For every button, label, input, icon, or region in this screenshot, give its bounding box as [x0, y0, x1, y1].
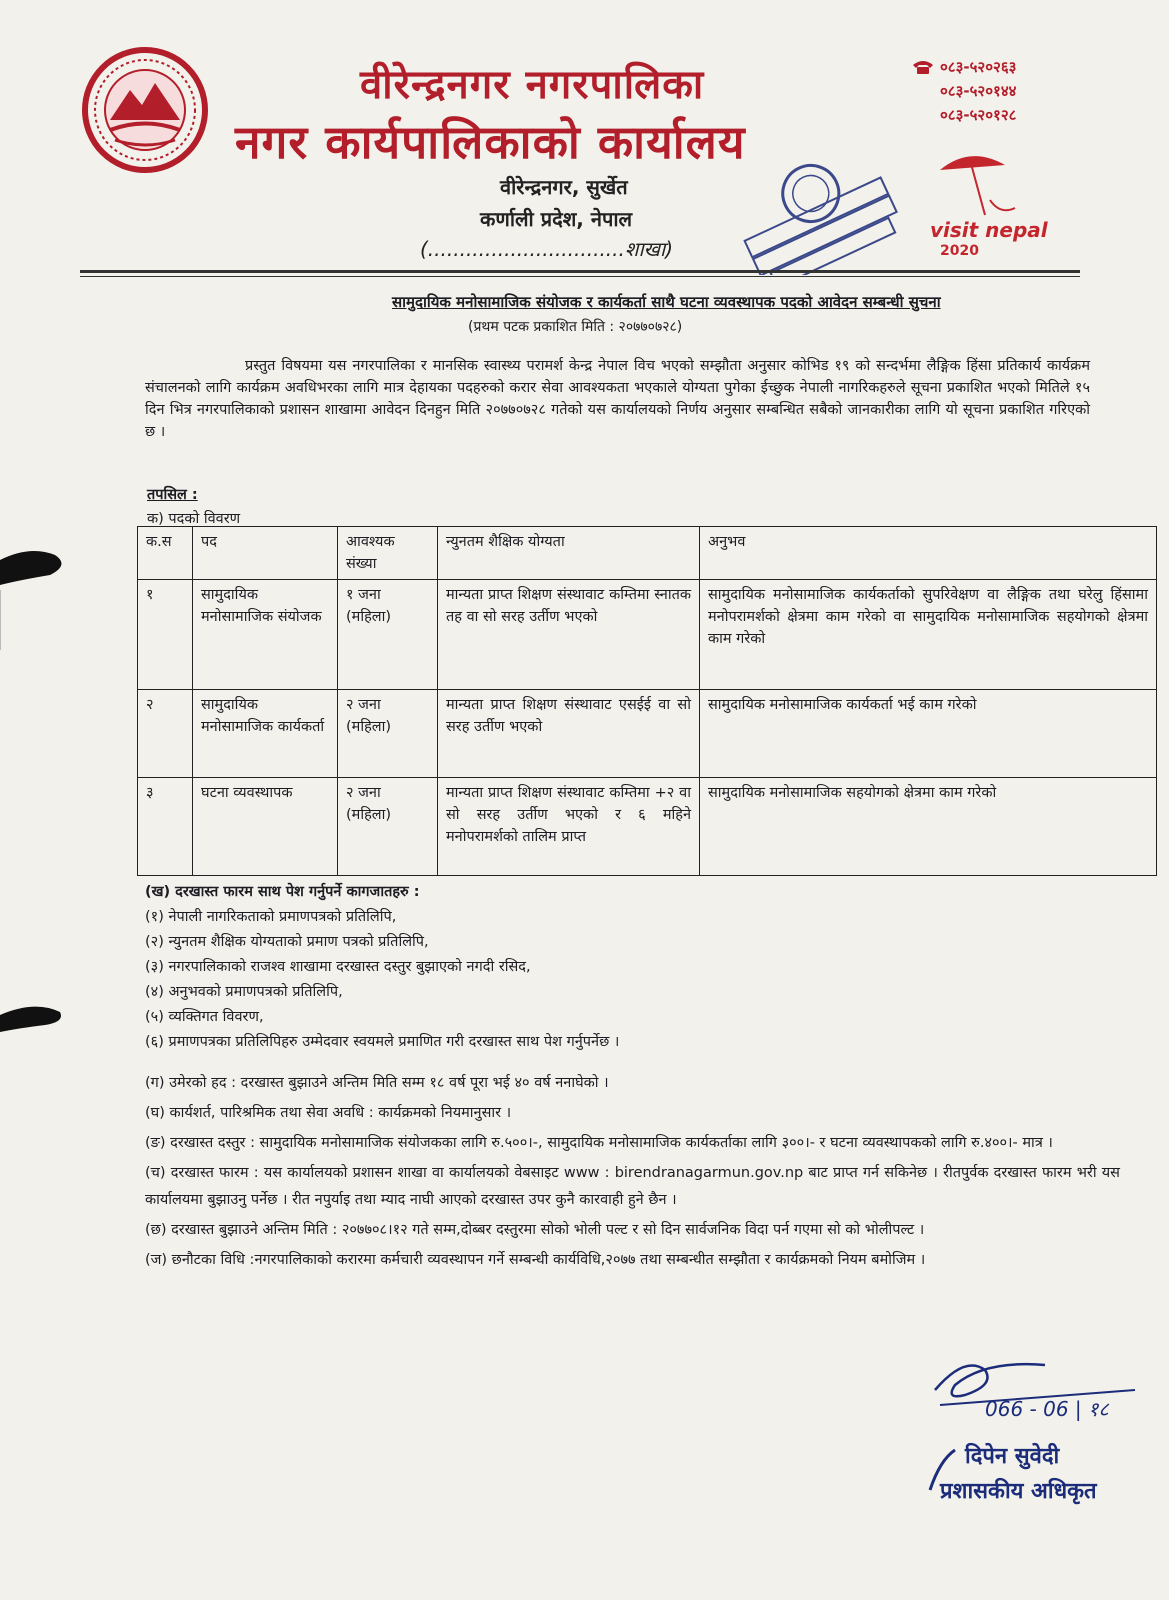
qualification-cell: मान्यता प्राप्त शिक्षण संस्थावाट एसईई वा सो सरह उर्तीण भएको [438, 690, 700, 778]
terms-section [145, 1070, 1120, 1277]
experience-cell: सामुदायिक मनोसामाजिक कार्यकर्ता भई काम गरेको [700, 690, 1157, 778]
office-name: नगर कार्यपालिकाको कार्यालय [235, 115, 746, 169]
documents-heading: (ख) दरखास्त फारम साथ पेश गर्नुपर्ने कागजातहरु : [145, 884, 420, 900]
table-row [138, 778, 1157, 876]
signatory-name: दिपेन सुवेदी [965, 1444, 1060, 1469]
table-row [138, 580, 1157, 690]
column-header: आवश्यक संख्या [338, 527, 438, 580]
post-cell: सामुदायिक मनोसामाजिक कार्यकर्ता [193, 690, 338, 778]
count-cell: १ जना (महिला) [338, 580, 438, 690]
post-cell: घटना व्यवस्थापक [193, 778, 338, 876]
post-cell: सामुदायिक मनोसामाजिक संयोजक [193, 580, 338, 690]
table-header-row [138, 527, 1157, 580]
count-cell: २ जना (महिला) [338, 690, 438, 778]
term-conditions: (घ) कार्यशर्त, पारिश्रमिक तथा सेवा अवधि : कार्यक्रमको नियमानुसार । [145, 1105, 512, 1121]
visit-nepal-logo [930, 140, 1070, 265]
list-item: (५) व्यक्तिगत विवरण, [145, 1009, 264, 1025]
branch-field: (...............................शाखा) [420, 237, 674, 261]
phone-list [912, 55, 1016, 127]
phone-number: ०८३-५२०१२८ [940, 106, 1017, 124]
list-item: (४) अनुभवको प्रमाणपत्रको प्रतिलिपि, [145, 984, 343, 1000]
serial-number-cell: २ [138, 690, 193, 778]
column-header: न्युनतम शैक्षिक योग्यता [438, 527, 700, 580]
signatory-title: प्रशासकीय अधिकृत [940, 1479, 1097, 1504]
notice-paragraph: प्रस्तुत विषयमा यस नगरपालिका र मानसिक स्वास्थ्य परामर्श केन्द्र नेपाल विच भएको सम्झौता अनुसार कोभिड १९ को सन्दर्भमा लैङ्गिक हिंसा प्रतिकार्य कार्यक्रम संचालनको लागि कार्यक्रम अवधिभरका लागि मात्र देहायका पदहरुको करार सेवा आवश्यकता भएकाले योग्यता पुगेका ईच्छुक नेपाली नागरिकहरुले सूचना प्रकाशित भएको मितिले १५ दिन भित्र नगरपालिकाको प्रशासन शाखामा आवेदन दिनहुन मिति २०७७०७२८ गतेको यस कार्यालयको निर्णय अनुसार सम्बन्धित सबैको जानकारीका लागि यो सूचना प्रकाशित गरिएको छ । [145, 358, 1090, 440]
details-label: तपसिल : [147, 487, 198, 503]
header-rule [80, 276, 1080, 277]
term-application-form: (च) दरखास्त फारम : यस कार्यालयको प्रशासन शाखा वा कार्यालयको वेबसाइट www : birendranagarmun.gov.np बाट प्राप्त गर्न सकिनेछ । रीतपुर्वक दरखास्त फारम भरी यस कार्यालयमा बुझाउनु पर्नेछ । रीत नपुर्याइ तथा म्याद नाघी आएको दरखास्त उपर कुनै कारवाही हुने छैन । [145, 1165, 1120, 1208]
visit-logo-text: visit nepal [930, 218, 1048, 242]
list-item: (२) न्युनतम शैक्षिक योग्यताको प्रमाण पत्रको प्रतिलिपि, [145, 934, 429, 950]
column-header: क.स [138, 527, 193, 580]
binder-mark [0, 540, 70, 650]
documents-section [145, 880, 619, 1055]
visit-logo-year: 2020 [940, 243, 979, 259]
municipality-logo-icon [80, 45, 210, 175]
municipality-name: वीरेन्द्रनगर नगरपालिका [360, 62, 705, 108]
experience-cell: सामुदायिक मनोसामाजिक सहयोगको क्षेत्रमा काम गरेको [700, 778, 1157, 876]
term-deadline: (छ) दरखास्त बुझाउने अन्तिम मिति : २०७७०८।१२ गते सम्म,दोब्बर दस्तुरमा सोको भोली पल्ट र सो दिन सार्वजनिक विदा पर्न गएमा सो को भोलीपल्ट । [145, 1222, 925, 1238]
column-header: अनुभव [700, 527, 1157, 580]
signature-date: 066 - 06 | १८ [985, 1397, 1109, 1421]
header-rule [80, 270, 1080, 273]
address-city: वीरेन्द्रनगर, सुर्खेत [500, 175, 628, 199]
telephone-icon [912, 59, 934, 75]
count-cell: २ जना (महिला) [338, 778, 438, 876]
table-row [138, 690, 1157, 778]
term-age-limit: (ग) उमेरको हद : दरखास्त बुझाउने अन्तिम मिति सम्म १८ वर्ष पूरा भई ४० वर्ष ननाघेको । [145, 1075, 609, 1091]
serial-number-cell: ३ [138, 778, 193, 876]
column-header: पद [193, 527, 338, 580]
term-fee: (ङ) दरखास्त दस्तुर : सामुदायिक मनोसामाजिक संयोजकका लागि रु.५००।-, सामुदायिक मनोसामाजिक कार्यकर्ताका लागि ३००।- र घटना व्यवस्थापकको लागि रु.४००।- मात्र । [145, 1135, 1053, 1151]
phone-number: ०८३-५२०२६३ [940, 58, 1017, 76]
qualification-cell: मान्यता प्राप्त शिक्षण संस्थावाट कम्तिमा +२ वा सो सरह उर्तीण भएको र ६ महिने मनोपरामर्शको तालिम प्राप्त [438, 778, 700, 876]
notice-published-date: (प्रथम पटक प्रकाशित मिति : २०७७०७२८) [468, 319, 683, 335]
experience-cell: सामुदायिक मनोसामाजिक कार्यकर्ताको सुपरिवेक्षण वा लैङ्गिक तथा घरेलु हिंसामा मनोपरामर्शको क्षेत्रमा काम गरेको वा सामुदायिक मनोसामाजिक सहयोगको क्षेत्रमा काम गरेको [700, 580, 1157, 690]
phone-number: ०८३-५२०१४४ [940, 82, 1017, 100]
section-post-details: क) पदको विवरण [147, 511, 241, 527]
qualification-cell: मान्यता प्राप्त शिक्षण संस्थावाट कम्तिमा स्नातक तह वा सो सरह उर्तीण भएको [438, 580, 700, 690]
term-selection-method: (ज) छनौटका विधि :नगरपालिकाको करारमा कर्मचारी व्यवस्थापन गर्ने सम्बन्धी कार्यविधि,२०७७ तथा सम्बन्धीत सम्झौता र कार्यक्रमको नियम बमोजिम । [145, 1252, 926, 1268]
office-seal-stamp [725, 155, 900, 275]
posts-table [137, 526, 1157, 876]
notice-title: सामुदायिक मनोसामाजिक संयोजक र कार्यकर्ता साथै घटना व्यवस्थापक पदको आवेदन सम्बन्धी सुचना [392, 293, 941, 311]
serial-number-cell: १ [138, 580, 193, 690]
list-item: (१) नेपाली नागरिकताको प्रमाणपत्रको प्रतिलिपि, [145, 909, 397, 925]
list-item: (६) प्रमाणपत्रका प्रतिलिपिहरु उम्मेदवार स्वयमले प्रमाणित गरी दरखास्त साथ पेश गर्नुपर्नेछ । [145, 1034, 620, 1050]
list-item: (३) नगरपालिकाको राजश्व शाखामा दरखास्त दस्तुर बुझाएको नगदी रसिद, [145, 959, 531, 975]
binder-mark [0, 990, 70, 1050]
address-province: कर्णाली प्रदेश, नेपाल [480, 207, 633, 231]
umbrella-icon [930, 140, 1070, 220]
